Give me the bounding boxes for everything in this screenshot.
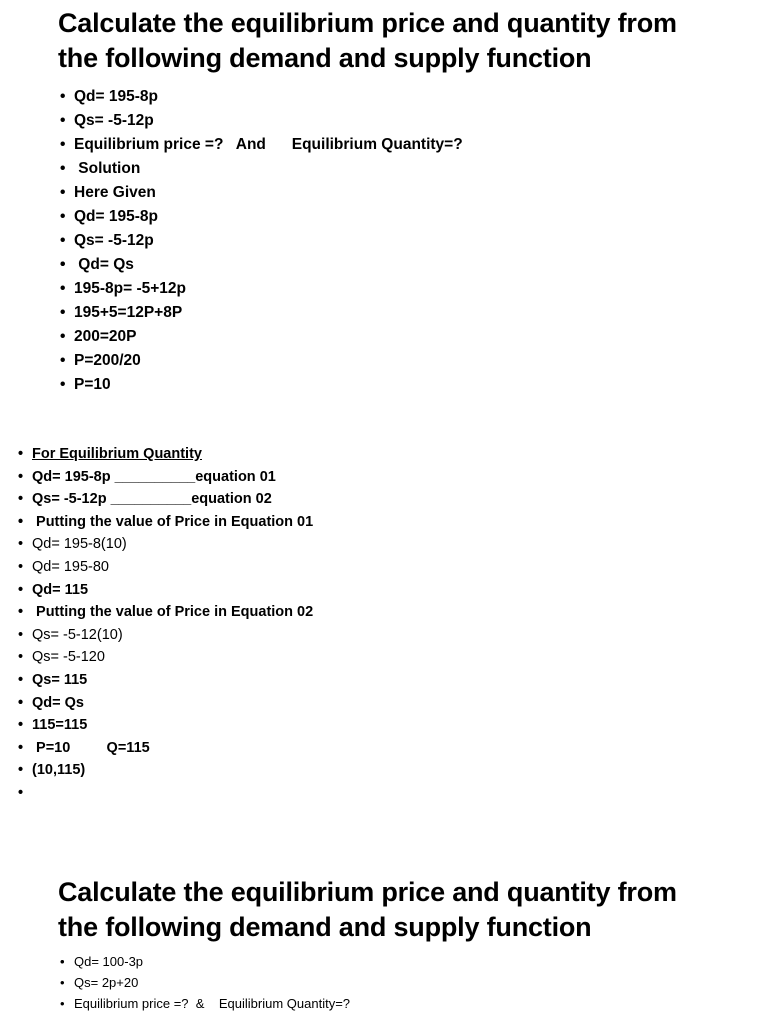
demand-function-2: • Qd= 100-3p [60,951,350,972]
qd-step-2: • Qd= 195-80 [18,556,313,579]
step-simplify: • 200=20P [60,325,463,349]
qd-step-1: • Qd= 195-8(10) [18,533,313,556]
step-equation: • 195-8p= -5+12p [60,277,463,301]
substitute-heading-01: • Putting the value of Price in Equation 01 [18,511,313,534]
supply-function-2: • Qs= 2p+20 [60,972,350,993]
step-divide: • P=200/20 [60,349,463,373]
equilibrium-point: • (10,115) [18,759,313,782]
supply-function: • Qs= -5-12p [60,109,463,133]
question-line: • Equilibrium price =? And Equilibrium Quantity=? [60,133,463,157]
given-heading: • Here Given [60,181,463,205]
quantity-heading-text: For Equilibrium Quantity [32,446,202,462]
qs-step-1: • Qs= -5-12(10) [18,624,313,647]
demand-function: • Qd= 195-8p [60,85,463,109]
slide-title-2: Calculate the equilibrium price and quantity from the following demand and supply function [58,877,677,942]
quantity-steps-list [18,443,313,782]
step-rearrange: • 195+5=12P+8P [60,301,463,325]
given-demand: • Qd= 195-8p [60,205,463,229]
qs-result: • Qs= 115 [18,669,313,692]
qs-step-2: • Qs= -5-120 [18,646,313,669]
check-values: • 115=115 [18,714,313,737]
equilibrium-condition: • Qd= Qs [60,253,463,277]
quantity-heading [18,443,313,466]
second-problem-list [60,951,350,1014]
price-result: • P=10 [60,373,463,397]
equation-01: • Qd= 195-8p __________equation 01 [18,466,313,489]
qd-result: • Qd= 115 [18,579,313,602]
substitute-heading-02: • Putting the value of Price in Equation 02 [18,601,313,624]
slide-title: Calculate the equilibrium price and quantity from the following demand and supply function [58,8,677,73]
check-condition: • Qd= Qs [18,692,313,715]
given-supply: • Qs= -5-12p [60,229,463,253]
solution-steps-list [60,85,463,397]
final-values: • P=10 Q=115 [18,737,313,760]
question-line-2: • Equilibrium price =? & Equilibrium Quantity=? [60,993,350,1014]
solution-heading: • Solution [60,157,463,181]
equation-02: • Qs= -5-12p __________equation 02 [18,488,313,511]
